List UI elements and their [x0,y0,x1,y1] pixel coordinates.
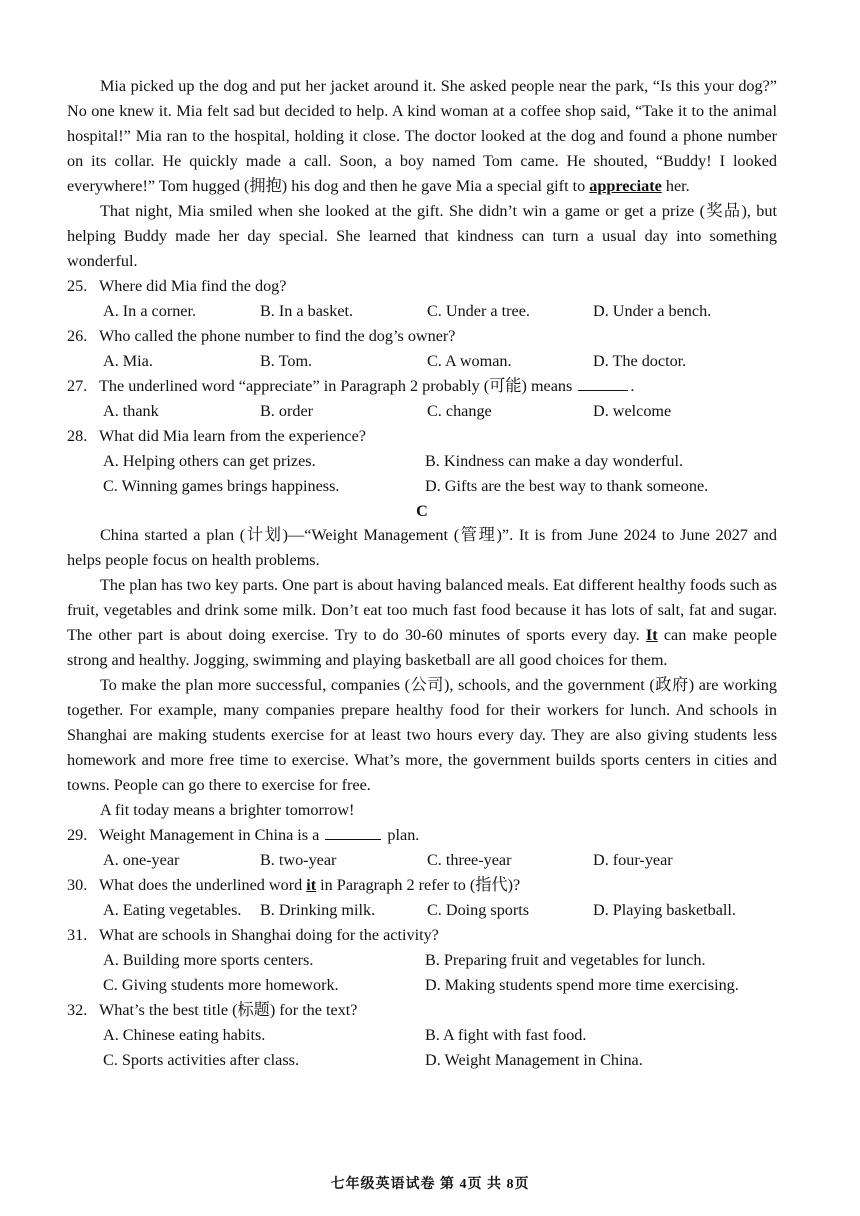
passage-c-paragraph-3: To make the plan more successful, companies (公司), schools, and the government (政府) are working together. For example, many companies prepare healthy food for their workers for lunch. And schools in Shanghai are making students exercise for at least two hours every day. They are also giving students less homework and more free time to exercise. What’s more, the government builds sports centers in cities and towns. People can go there to exercise for free. [67,676,777,794]
question-number: 32. [67,1001,88,1019]
passage-c-paragraph-4: A fit today means a brighter tomorrow! [100,801,355,819]
underlined-word-it: It [645,626,658,644]
options-32-row-2 [67,1048,777,1073]
exam-page [67,74,777,1073]
question-text: Weight Management in China is a [99,826,320,844]
underlined-word-appreciate: appreciate [589,177,662,195]
passage-c-paragraph-2 [67,573,777,673]
option-d: D. Making students spend more time exercising. [425,976,739,994]
passage-b-paragraph-3 [67,74,777,199]
question-number: 30. [67,876,88,894]
option-b: B. order [260,402,314,420]
question-text: What does the underlined word [99,876,307,894]
answer-blank [578,375,628,391]
option-d: D. Playing basketball. [593,901,736,919]
options-28-row-1 [67,449,777,474]
option-d: D. The doctor. [593,352,687,370]
option-a: A. Helping others can get prizes. [103,452,316,470]
question-text: What did Mia learn from the experience? [99,427,366,445]
question-number: 27. [67,377,88,395]
options-29 [67,848,777,873]
question-text-end: . [630,377,635,395]
question-31 [67,923,777,948]
option-d: D. four-year [593,851,673,869]
options-28-row-2 [67,474,777,499]
options-31-row-1 [67,948,777,973]
passage-c-paragraph-1: China started a plan (计划)—“Weight Management (管理)”. It is from June 2024 to June 2027 and helps people focus on health problems. [67,526,777,569]
answer-blank [325,824,381,840]
options-26 [67,349,777,374]
options-32-row-1 [67,1023,777,1048]
option-a: A. Eating vegetables. [103,901,242,919]
option-c: C. Sports activities after class. [103,1051,300,1069]
page-footer: 七年级英语试卷 第 4页 共 8页 [330,1177,530,1192]
option-b: B. Tom. [260,352,313,370]
text: her. [661,177,690,195]
option-b: B. A fight with fast food. [425,1026,587,1044]
option-a: A. Chinese eating habits. [103,1026,266,1044]
question-27 [67,374,777,399]
option-c: C. Giving students more homework. [103,976,339,994]
question-text: The underlined word “appreciate” in Paragraph 2 probably (可能) means [99,377,573,395]
question-30 [67,873,777,898]
option-d: D. Under a bench. [593,302,712,320]
options-31-row-2 [67,973,777,998]
question-number: 31. [67,926,88,944]
section-c-heading: C [416,502,428,520]
question-text: Who called the phone number to find the dog’s owner? [99,327,456,345]
question-26 [67,324,777,349]
question-32 [67,998,777,1023]
passage-b-paragraph-4: That night, Mia smiled when she looked at the gift. She didn’t win a game or get a prize (奖品), but helping Buddy made her day special. She learned that kindness can turn a usual day into something wonderful. [67,202,777,270]
underlined-word: it [306,876,317,894]
option-c: C. Doing sports [427,901,530,919]
option-c: C. A woman. [427,352,512,370]
option-c: C. change [427,402,492,420]
question-text: What’s the best title (标题) for the text? [99,1001,358,1019]
option-c: C. Under a tree. [427,302,530,320]
question-number: 29. [67,826,88,844]
question-29 [67,823,777,848]
text: The plan has two key parts. One part is about having balanced meals. Eat different healthy foods such as fruit, vegetables and drink some milk. Don’t eat too much fast food because it has lots of salt, fat and sugar. The other part is about doing exercise. Try to do 30-60 minutes of sports every day. [67,576,777,644]
option-a: A. In a corner. [103,302,197,320]
option-b: B. Preparing fruit and vegetables for lunch. [425,951,706,969]
option-b: B. two-year [260,851,337,869]
options-27 [67,399,777,424]
option-d: D. welcome [593,402,672,420]
option-b: B. Kindness can make a day wonderful. [425,452,684,470]
option-a: A. one-year [103,851,180,869]
option-b: B. Drinking milk. [260,901,376,919]
text: Mia picked up the dog and put her jacket around it. She asked people near the park, “Is this your dog?” No one knew it. Mia felt sad but decided to help. A kind woman at a coffee shop said, “Take it to the animal hospital!” Mia ran to the hospital, holding it close. The doctor looked at the dog and found a phone number on its collar. He quickly made a call. Soon, a boy named Tom came. He shouted, “Buddy! I looked everywhere!” Tom hugged (拥抱) his dog and then he gave Mia a special gift to [67,77,777,195]
option-c: C. three-year [427,851,512,869]
question-number: 25. [67,277,88,295]
question-number: 26. [67,327,88,345]
option-c: C. Winning games brings happiness. [103,477,340,495]
question-text-end: plan. [387,826,420,844]
options-30 [67,898,777,923]
options-25 [67,299,777,324]
text: can make people strong and healthy. Jogging, swimming and playing basketball are all good choices for them. [67,626,777,669]
question-text-end: in Paragraph 2 refer to (指代)? [316,876,521,894]
option-d: D. Gifts are the best way to thank someone. [425,477,709,495]
question-28 [67,424,777,449]
question-text: Where did Mia find the dog? [99,277,287,295]
option-b: B. In a basket. [260,302,354,320]
option-a: A. Mia. [103,352,153,370]
question-number: 28. [67,427,88,445]
option-d: D. Weight Management in China. [425,1051,643,1069]
question-25 [67,274,777,299]
question-text: What are schools in Shanghai doing for the activity? [99,926,439,944]
option-a: A. Building more sports centers. [103,951,314,969]
option-a: A. thank [103,402,159,420]
